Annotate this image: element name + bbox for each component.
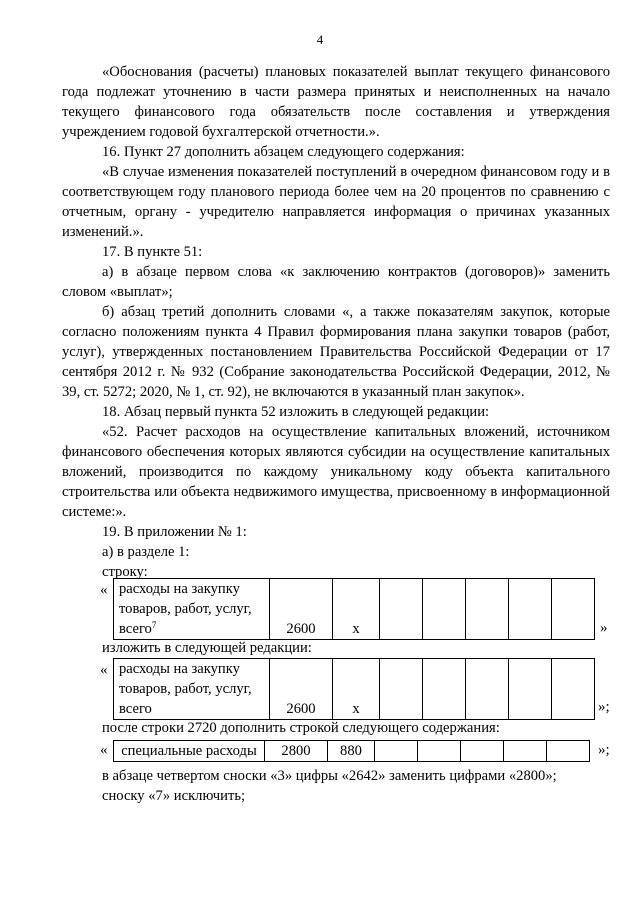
table1-open-quote: « — [100, 582, 108, 598]
paragraph-p4: 17. В пункте 51: — [102, 244, 203, 260]
paragraph-p12: изложить в следующей редакции: — [102, 640, 312, 656]
table3-empty-cell — [461, 741, 504, 762]
table1-name-line2: товаров, работ, услуг, — [119, 601, 252, 617]
table1-empty-cell — [466, 579, 509, 640]
table3-empty-cell — [547, 741, 590, 762]
body-text — [62, 62, 610, 582]
table3-code-cell: 2800 — [265, 741, 328, 762]
table2-x-cell: х — [333, 659, 380, 720]
table1-close-quote: » — [600, 620, 608, 636]
table2-name-line3: всего — [119, 701, 152, 717]
table2-empty-cell — [466, 659, 509, 720]
page-number: 4 — [316, 32, 324, 47]
paragraph-p1: «Обоснования (расчеты) плановых показателей выплат текущего финансового года подлежат уточнению в части размера принятых и неисполненных на начало текущего финансового года обязательств после составления и утверждения учреждением годовой бухгалтерской отчетности.». — [62, 64, 610, 140]
paragraph-p3: «В случае изменения показателей поступлений в очередном финансовом году и в соответствующем году планового периода более чем на 20 процентов по сравнению с отчетным, органу - учредителю направляется информация о причинах указанных изменений.». — [62, 164, 610, 240]
table1 — [113, 578, 595, 640]
table1-footnote-mark: 7 — [151, 620, 157, 630]
table1-empty-cell — [380, 579, 423, 640]
table2-empty-cell — [380, 659, 423, 720]
table2-name-line1: расходы на закупку — [119, 661, 240, 677]
paragraph-p6: б) абзац третий дополнить словами «, а также показателям закупок, которые согласно положениям пункта 4 Правил формирования плана закупки товаров (работ, услуг), утвержденных постановлением Правительства Российской Федерации от 17 сентября 2012 г. № 932 (Собрание законодательства Российской Федерации, 2012, № 39, ст. 5272; 2020, № 1, ст. 92), не включаются в указанный план закупок». — [62, 304, 610, 400]
body-text-3 — [62, 718, 610, 738]
table1-name-line3: всего — [119, 621, 152, 637]
table1-name-cell — [114, 579, 270, 640]
table1-code-cell: 2600 — [270, 579, 333, 640]
paragraph-p14: в абзаце четвертом сноски «3» цифры «2642» заменить цифрами «2800»; — [102, 768, 557, 784]
table1-empty-cell — [509, 579, 552, 640]
table3 — [113, 740, 590, 762]
body-text-2 — [62, 638, 610, 658]
table2-code-cell: 2600 — [270, 659, 333, 720]
table2-open-quote: « — [100, 662, 108, 678]
paragraph-p8: «52. Расчет расходов на осуществление капитальных вложений, источником финансового обеспечения которых являются субсидии на осуществление капитальных вложений, производится по каждому уникальному коду объекта капитального строительства или объекта недвижимого имущества, присвоенному в информационной системе:». — [62, 424, 610, 520]
table2-name-line2: товаров, работ, услуг, — [119, 681, 252, 697]
table2-close-quote: »; — [598, 699, 610, 715]
table3-empty-cell — [375, 741, 418, 762]
table1-empty-cell — [552, 579, 595, 640]
table3-name-cell: специальные расходы — [114, 741, 265, 762]
paragraph-p7: 18. Абзац первый пункта 52 изложить в следующей редакции: — [102, 404, 490, 420]
table3-empty-cell — [418, 741, 461, 762]
table2-empty-cell — [552, 659, 595, 720]
paragraph-p5: а) в абзаце первом слова «к заключению контрактов (договоров)» заменить словом «выплат»; — [62, 264, 610, 300]
table2-empty-cell — [423, 659, 466, 720]
table2-name-cell — [114, 659, 270, 720]
table1-empty-cell — [423, 579, 466, 640]
table1-name-line1: расходы на закупку — [119, 581, 240, 597]
paragraph-p2: 16. Пункт 27 дополнить абзацем следующего содержания: — [102, 144, 465, 160]
paragraph-p10: а) в разделе 1: — [102, 544, 190, 560]
paragraph-p11: строку: — [102, 564, 148, 580]
table3-open-quote: « — [100, 742, 108, 758]
paragraph-p13: после строки 2720 дополнить строкой следующего содержания: — [102, 720, 500, 736]
paragraph-p9: 19. В приложении № 1: — [102, 524, 247, 540]
table1-x-cell: х — [333, 579, 380, 640]
body-text-4 — [62, 766, 610, 806]
table3-empty-cell — [504, 741, 547, 762]
table3-value-cell: 880 — [328, 741, 375, 762]
table2-empty-cell — [509, 659, 552, 720]
table2 — [113, 658, 595, 720]
table3-close-quote: »; — [598, 742, 610, 758]
paragraph-p15: сноску «7» исключить; — [102, 788, 246, 804]
